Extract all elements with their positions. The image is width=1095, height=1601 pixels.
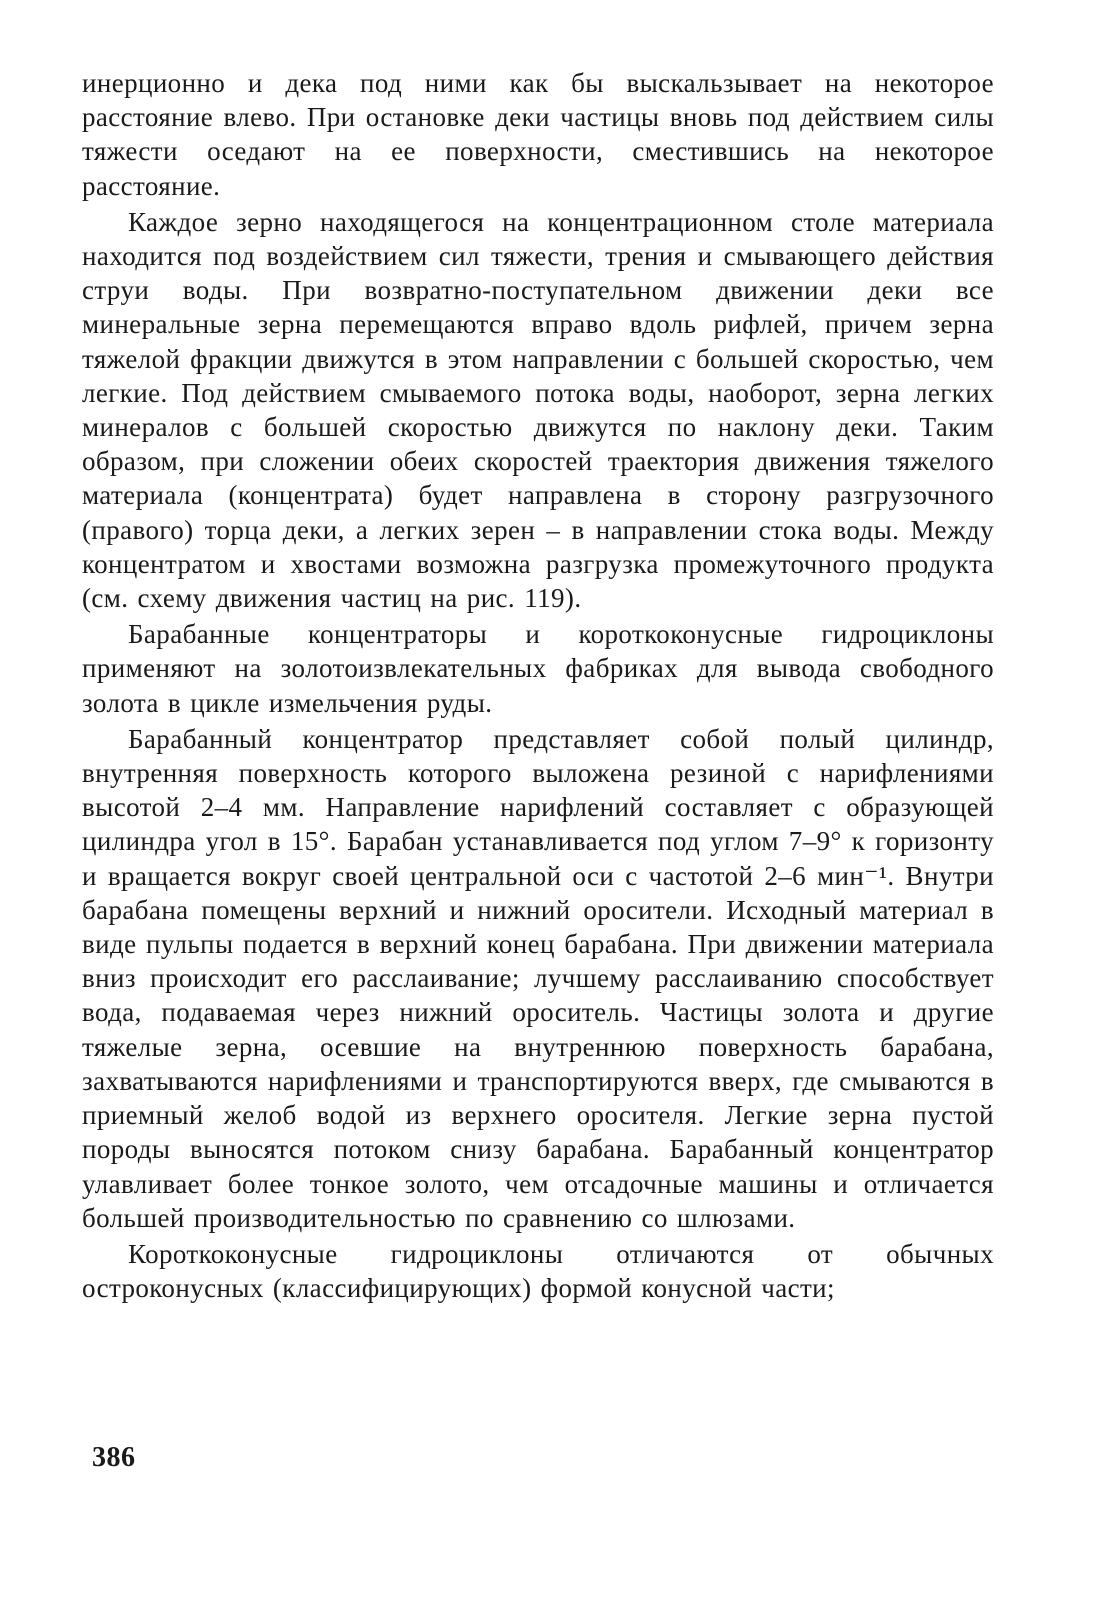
paragraph-drum-concentrator: Барабанный концентратор представляет собой полый цилиндр, внутренняя поверхность которого выложена резиной с нарифлениями высотой 2–4 мм. Направление нарифлений составляет с образующей цилиндра угол в 15°. Барабан устанавливается под углом 7–9° к горизонту и вращается вокруг своей центральной оси с частотой 2–6 мин⁻¹. Внутри барабана помещены верхний и нижний оросители. Исходный материал в виде пульпы подается в верхний конец барабана. При движении материала вниз происходит его расслаивание; лучшему расслаиванию способствует вода, подаваемая через нижний ороситель. Частицы золота и другие тяжелые зерна, осевшие на внутреннюю поверхность барабана, захватываются нарифлениями и транспортируются вверх, где смываются в приемный желоб водой из верхнего оросителя. Легкие зерна пустой породы выносятся потоком снизу барабана. Барабанный концентратор улавливает более тонкое золото, чем отсадочные машины и отличается большей производительностью по сравнению со шлюзами.: [82, 723, 994, 1233]
document-body: [82, 66, 994, 1305]
paragraph-drum-intro: Барабанные концентраторы и короткоконусные гидроциклоны применяют на золотоизвлекательных фабриках для вывода свободного золота в цикле измельчения руды.: [82, 619, 994, 718]
paragraph-table-forces: Каждое зерно находящегося на концентрационном столе материала находится под воздействием сил тяжести, трения и смывающего действия струи воды. При возвратно-поступательном движении деки все минеральные зерна перемещаются вправо вдоль рифлей, причем зерна тяжелой фракции движутся в этом направлении с большей скоростью, чем легкие. Под действием смываемого потока воды, наоборот, зерна легких минералов с большей скоростью движутся по наклону деки. Таким образом, при сложении обеих скоростей траектория движения тяжелого материала (концентрата) будет направлена в сторону разгрузочного (правого) торца деки, а легких зерен – в направлении стока воды. Между концентратом и хвостами возможна разгрузка промежуточного продукта (см. схему движения частиц на рис. 119).: [82, 206, 994, 614]
page-number: 386: [92, 1442, 136, 1473]
paragraph-hydrocyclones: Короткоконусные гидроциклоны отличаются от обычных остроконусных (классифицирующих) формой конусной части;: [82, 1238, 994, 1304]
paragraph-continuation: инерционно и дека под ними как бы выскальзывает на некоторое расстояние влево. При остановке деки частицы вновь под действием силы тяжести оседают на ее поверхности, сместившись на некоторое расстояние.: [82, 68, 994, 201]
